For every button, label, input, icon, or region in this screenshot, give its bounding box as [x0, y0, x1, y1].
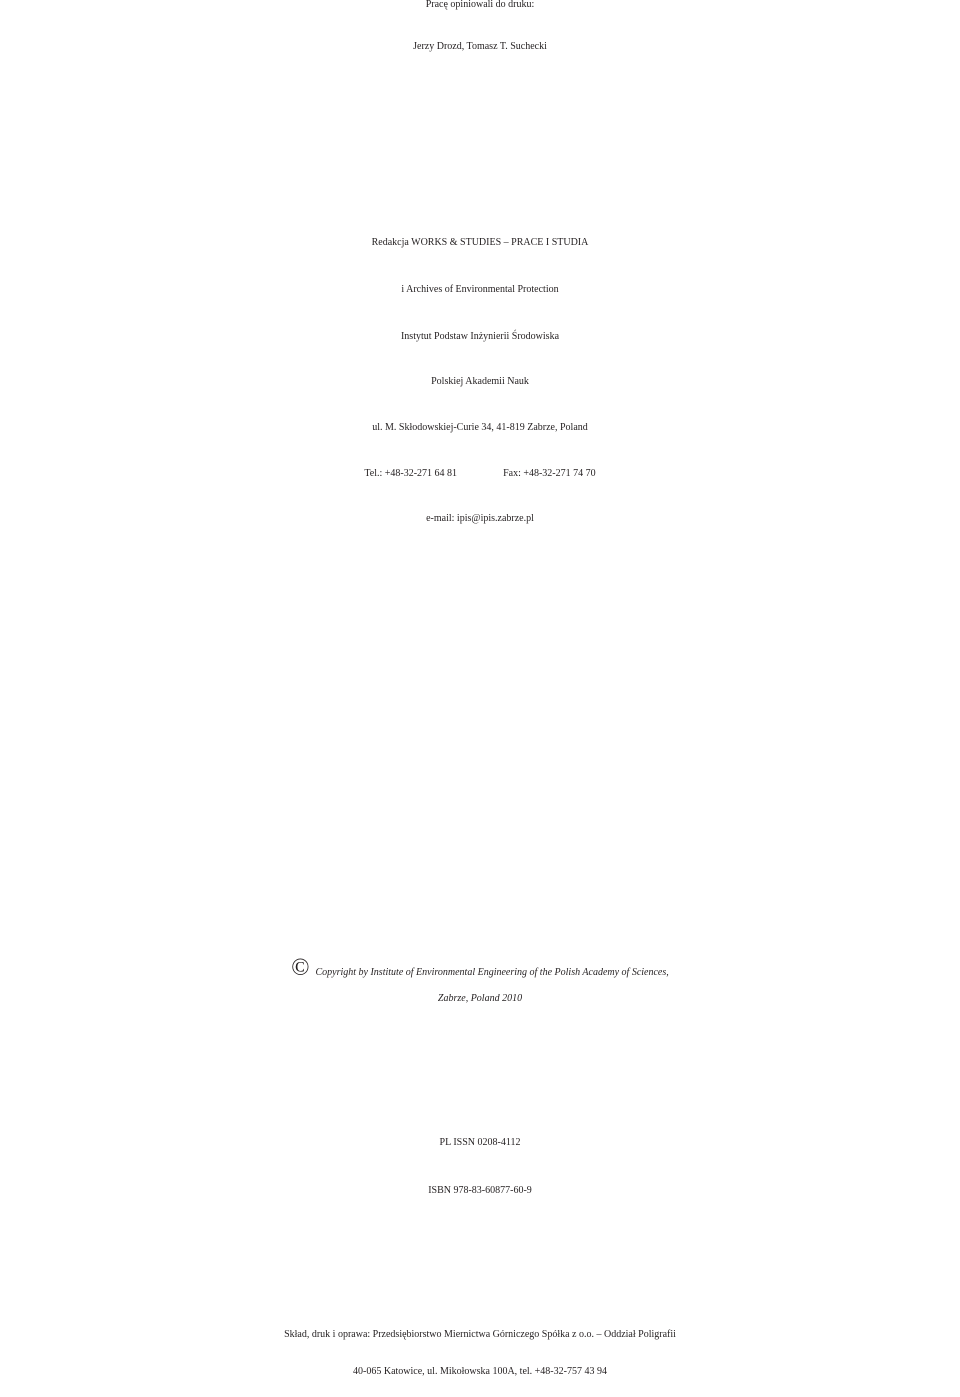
editorial-line-2: i Archives of Environmental Protection	[401, 284, 559, 295]
copyright-line-1	[0, 956, 960, 980]
editorial-email: e-mail: ipis@ipis.zabrze.pl	[426, 513, 534, 524]
issn: PL ISSN 0208-4112	[439, 1137, 521, 1148]
printer-line-1: Skład, druk i oprawa: Przedsiębiorstwo Miernictwa Górniczego Spółka z o.o. – Oddział Poligrafii	[284, 1329, 676, 1340]
editorial-line-1: Redakcja WORKS & STUDIES – PRACE I STUDIA	[371, 237, 589, 248]
copyright-symbol: ©	[291, 955, 310, 981]
editorial-street-address: ul. M. Skłodowskiej-Curie 34, 41-819 Zabrze, Poland	[372, 422, 588, 433]
editorial-line-4: Polskiej Akademii Nauk	[431, 376, 529, 387]
copyright-text: Copyright by Institute of Environmental Engineering of the Polish Academy of Sciences,	[315, 967, 669, 978]
reviewers-names: Jerzy Drozd, Tomasz T. Suchecki	[413, 41, 547, 52]
editorial-phone-fax	[0, 469, 960, 479]
editorial-line-3: Instytut Podstaw Inżynierii Środowiska	[400, 331, 560, 342]
reviewers-heading: Pracę opiniowali do druku:	[425, 0, 535, 10]
printer-line-2: 40-065 Katowice, ul. Mikołowska 100A, tel. +48-32-757 43 94	[353, 1366, 607, 1377]
isbn: ISBN 978-83-60877-60-9	[428, 1185, 532, 1196]
editorial-fax: Fax: +48-32-271 74 70	[503, 468, 596, 479]
copyright-line-2: Zabrze, Poland 2010	[437, 993, 523, 1004]
editorial-phone: Tel.: +48-32-271 64 81	[364, 468, 458, 479]
